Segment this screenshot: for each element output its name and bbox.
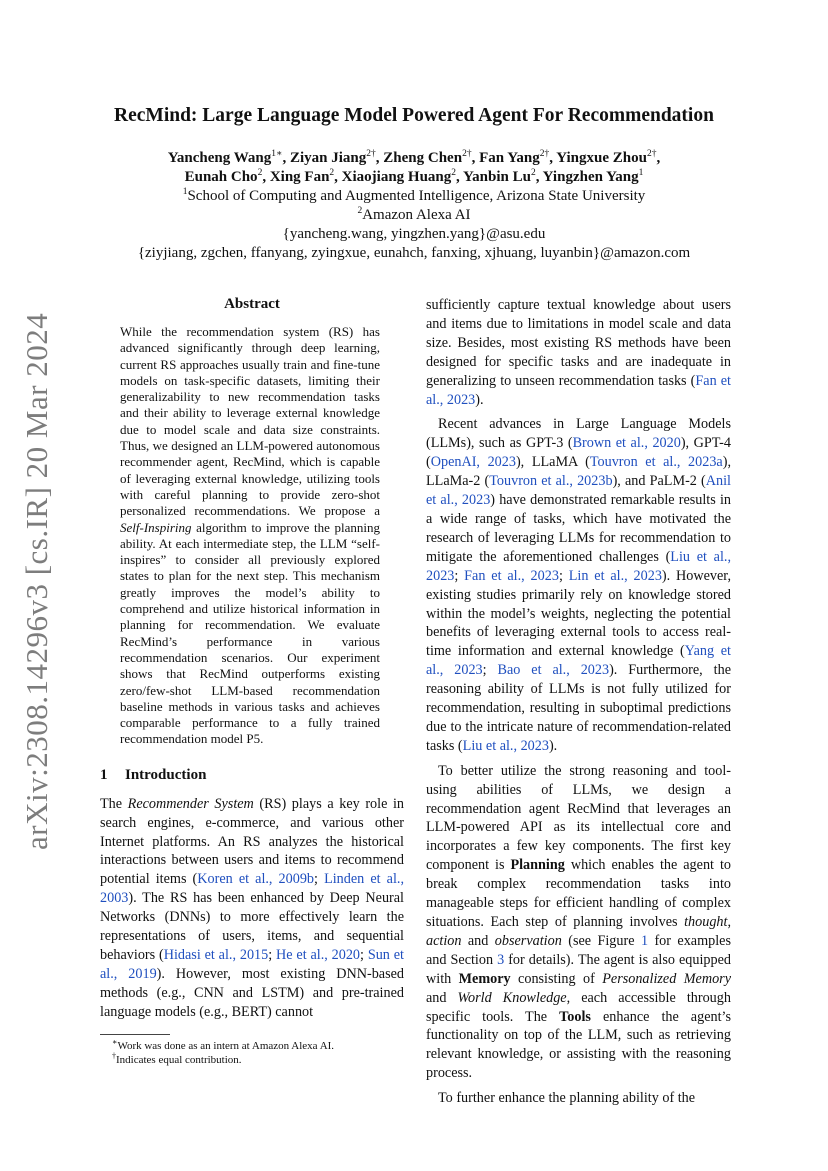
author: Yanbin Lu bbox=[462, 169, 531, 185]
affiliation-mark: 2 bbox=[357, 206, 363, 216]
text: enhance the agent’s functionality on top of the LLM, such as retrieving relevant knowledge, or assisting with the reasoning process. bbox=[426, 1008, 731, 1082]
text: ), LLaMA ( bbox=[515, 454, 590, 471]
email-amazon: {ziyjiang, zgchen, ffanyang, zyingxue, eunahch, fanxing, xjhuang, luyanbin}@amazon.com bbox=[137, 245, 691, 261]
section-heading-introduction bbox=[100, 765, 404, 785]
text: ; bbox=[314, 871, 325, 888]
author-affil-mark: 2† bbox=[462, 149, 472, 159]
text: for examples and Section bbox=[426, 932, 731, 968]
citation-link[interactable]: OpenAI, 2023 bbox=[430, 454, 516, 471]
email-asu: {yancheng.wang, yingzhen.yang}@asu.edu bbox=[282, 226, 546, 242]
section-title: Introduction bbox=[125, 766, 207, 783]
left-column bbox=[100, 294, 404, 1067]
citation-link[interactable]: Liu et al., 2023 bbox=[462, 737, 549, 754]
affiliation-2 bbox=[0, 207, 828, 224]
author: Yancheng Wang bbox=[167, 150, 272, 166]
author: Yingxue Zhou bbox=[556, 150, 647, 166]
emphasis: Personalized Memory bbox=[602, 970, 731, 987]
text: ). The RS has been enhanced by Deep Neural Networks (DNNs) to more effectively learn the representations of users, items, and sequential behaviors ( bbox=[100, 890, 404, 963]
footnote-text: Work was done as an intern at Amazon Alexa AI. bbox=[117, 1039, 335, 1052]
text: ). However, existing studies primarily rely on knowledge stored within the model’s weights, neglecting the potential benefits of leveraging external tools to access real-time information and external knowledge ( bbox=[426, 567, 732, 660]
author: Ziyan Jiang bbox=[290, 150, 367, 166]
text: (RS) plays a key role in search engines, e-commerce, and various other Internet platforms. An RS analyzes the historical interactions between users and items to recommend potential items ( bbox=[100, 795, 405, 888]
section-number: 1 bbox=[100, 766, 108, 783]
author-affil-mark: 2† bbox=[539, 149, 550, 159]
abstract-text: While the recommendation system (RS) has advanced significantly through deep learning, current RS approaches usually train and fine-tune models on task-specific datasets, limiting their generalizability to new recommendation tasks and their ability to leverage external knowledge due to model scale and data size constraints. Thus, we designed an LLM-powered autonomous recommender agent, RecMind, which is capable of leveraging external knowledge, utilizing tools with careful planning to provide zero-shot personalized recommendations. We propose a bbox=[120, 324, 380, 519]
text: (see Figure bbox=[561, 932, 641, 949]
citation-link[interactable]: Touvron et al., 2023a bbox=[589, 454, 723, 471]
text: ). However, most existing DNN-based methods (e.g., CNN and LSTM) and pre-trained language models (e.g., BERT) cannot bbox=[100, 965, 405, 1020]
citation-link[interactable]: Touvron et al., 2023b bbox=[489, 473, 613, 490]
citation-link[interactable]: Liu et al., 2023 bbox=[426, 548, 731, 584]
text: , each accessible through specific tools. The bbox=[426, 989, 731, 1025]
bold-term: Planning bbox=[510, 857, 565, 874]
author: Eunah Cho bbox=[184, 169, 258, 185]
citation-link[interactable]: Fan et al., 2023 bbox=[464, 567, 559, 584]
text: ). bbox=[475, 391, 484, 408]
author-affil-mark: 2† bbox=[646, 149, 657, 159]
author: Yingzhen Yang bbox=[542, 169, 639, 185]
text: Recent advances in Large Language Models (LLMs), such as GPT-3 ( bbox=[426, 416, 731, 452]
text: ; bbox=[454, 567, 465, 584]
intro-paragraph bbox=[100, 795, 404, 1022]
footnote bbox=[112, 1050, 404, 1067]
citation-link[interactable]: Hidasi et al., 2015 bbox=[163, 946, 269, 963]
author: Xing Fan bbox=[269, 169, 330, 185]
text: ) have demonstrated remarkable results in a wide range of tasks, which have motivated the research of leveraging LLMs for recommendation to mitigate the aforementioned challenges ( bbox=[426, 492, 731, 565]
body-paragraph bbox=[426, 296, 731, 409]
text: ). Furthermore, the reasoning ability of LLMs is not fully utilized for recommendation, resulting in suboptimal predictions due to the intricate nature of recommendation-related tasks ( bbox=[426, 662, 731, 754]
figure-ref-link[interactable]: 1 bbox=[640, 932, 649, 949]
body-paragraph: To further enhance the planning ability of the bbox=[438, 1090, 696, 1107]
emphasis: thought bbox=[684, 914, 728, 930]
bold-term: Memory bbox=[458, 970, 511, 987]
author: Fan Yang bbox=[479, 150, 540, 166]
text: ), LLaMa-2 ( bbox=[426, 454, 732, 490]
footnote-mark: † bbox=[112, 1050, 116, 1060]
abstract-body bbox=[120, 324, 380, 748]
paper-title: RecMind: Large Language Model Powered Agent For Recommendation bbox=[114, 105, 714, 126]
abstract-text: algorithm to improve the planning ability. At each intermediate step, the LLM “self-inspires” to consider all previously explored states to plan for the next step. This mechanism greatly improves the model’s ability to comprehend and utilize historical information in planning for recommendation. We evaluate RecMind’s performance in various recommendation scenarios. Our experiment shows that RecMind outperforms existing zero/few-shot LLM-based recommendation baseline methods in various tasks and achieves comparable performance to a fully trained recommendation model P5. bbox=[120, 519, 381, 747]
arxiv-identifier: arXiv:2308.14296v3 [cs.IR] 20 Mar 2024 bbox=[19, 312, 54, 850]
author-line-1: Yancheng Wang$^{1∗}$, Ziyan Jiang$^{2\dagger}$, Zheng Chen$^{2\dagger}$, Fan Yang$^{2\dagger}$, Yingxue Zhou$^{2\dagger}$, bbox=[167, 149, 661, 166]
body-paragraph bbox=[426, 415, 731, 755]
right-column bbox=[426, 296, 731, 1108]
emphasis: Recommender System bbox=[127, 795, 254, 812]
text: The bbox=[100, 795, 128, 812]
author-line-2: Eunah Cho$^2$, Xing Fan$^2$, Xiaojiang Huang$^2$, Yanbin Lu$^2$, Yingzhen Yang$^1$ bbox=[184, 168, 644, 185]
citation-link[interactable]: Sun et al., 2019 bbox=[100, 946, 404, 982]
citation-link[interactable]: Lin et al., 2023 bbox=[568, 567, 662, 584]
citation-link[interactable]: Bao et al., 2023 bbox=[497, 662, 610, 679]
citation-link[interactable]: He et al., 2020 bbox=[276, 946, 361, 963]
text: and bbox=[461, 932, 495, 949]
abstract-heading: Abstract bbox=[224, 296, 280, 312]
citation-link[interactable]: Anil et al., 2023 bbox=[426, 473, 731, 509]
bold-term: Tools bbox=[559, 1008, 591, 1025]
affiliation-1 bbox=[0, 188, 828, 205]
text: and bbox=[426, 989, 458, 1006]
text: ; bbox=[360, 946, 368, 963]
author: Xiaojiang Huang bbox=[341, 169, 452, 185]
citation-link[interactable]: Brown et al., 2020 bbox=[572, 435, 681, 452]
text: for details). The agent is also equipped with bbox=[426, 951, 731, 987]
text: , bbox=[727, 914, 731, 930]
emphasis: observation bbox=[494, 932, 562, 949]
section-ref-link[interactable]: 3 bbox=[497, 951, 505, 968]
author: Zheng Chen bbox=[383, 150, 463, 166]
body-paragraph bbox=[426, 762, 731, 1083]
author-affil-mark: 2 bbox=[451, 168, 457, 178]
footnote-text: Indicates equal contribution. bbox=[116, 1053, 242, 1066]
text: ; bbox=[482, 662, 498, 679]
text: ), GPT-4 ( bbox=[426, 435, 731, 471]
citation-link[interactable]: Linden et al., 2003 bbox=[100, 871, 404, 907]
citation-link[interactable]: Yang et al., 2023 bbox=[426, 643, 731, 679]
footnote-mark: ∗ bbox=[112, 1036, 118, 1046]
text: sufficiently capture textual knowledge about users and items due to limitations in model scale and data size. Besides, most existing RS methods have been designed for specific tasks and are inadequate in generalizing to unseen recommendation tasks ( bbox=[426, 297, 731, 389]
author-affil-mark: 2 bbox=[530, 168, 536, 178]
text: which enables the agent to break complex recommendation tasks into manageable steps for efficient handling of complex situations. Each step of planning involves bbox=[426, 857, 731, 930]
author-affil-mark: 2 bbox=[257, 168, 263, 178]
text: ; bbox=[558, 567, 569, 584]
footnote bbox=[112, 1036, 404, 1053]
author-affil-mark: 1∗ bbox=[271, 149, 283, 159]
text: ). bbox=[548, 737, 558, 754]
text: To better utilize the strong reasoning and tool-using abilities of LLMs, we design a recommendation agent RecMind that leverages an LLM-powered API as its intellectual core and incorporates a few key components. The first key component is bbox=[426, 762, 731, 874]
text: ; bbox=[268, 946, 277, 963]
affiliation-mark: 1 bbox=[182, 187, 188, 197]
text: ), and PaLM-2 ( bbox=[612, 473, 706, 490]
author-affil-mark: 2 bbox=[329, 168, 335, 178]
citation-link[interactable]: Fan et al., 2023 bbox=[426, 372, 731, 408]
author-affil-mark: 2† bbox=[366, 149, 376, 159]
text: consisting of bbox=[510, 970, 603, 987]
author-affil-mark: 1 bbox=[638, 168, 644, 178]
affiliation-text: School of Computing and Augmented Intelligence, Arizona State University bbox=[187, 188, 646, 204]
abstract-emphasis: Self-Inspiring bbox=[120, 519, 192, 535]
emphasis: action bbox=[426, 932, 462, 949]
affiliation-text: Amazon Alexa AI bbox=[362, 207, 471, 223]
footnote-divider bbox=[100, 1034, 170, 1035]
emphasis: World Knowledge bbox=[457, 989, 567, 1006]
citation-link[interactable]: Koren et al., 2009b bbox=[197, 871, 315, 888]
